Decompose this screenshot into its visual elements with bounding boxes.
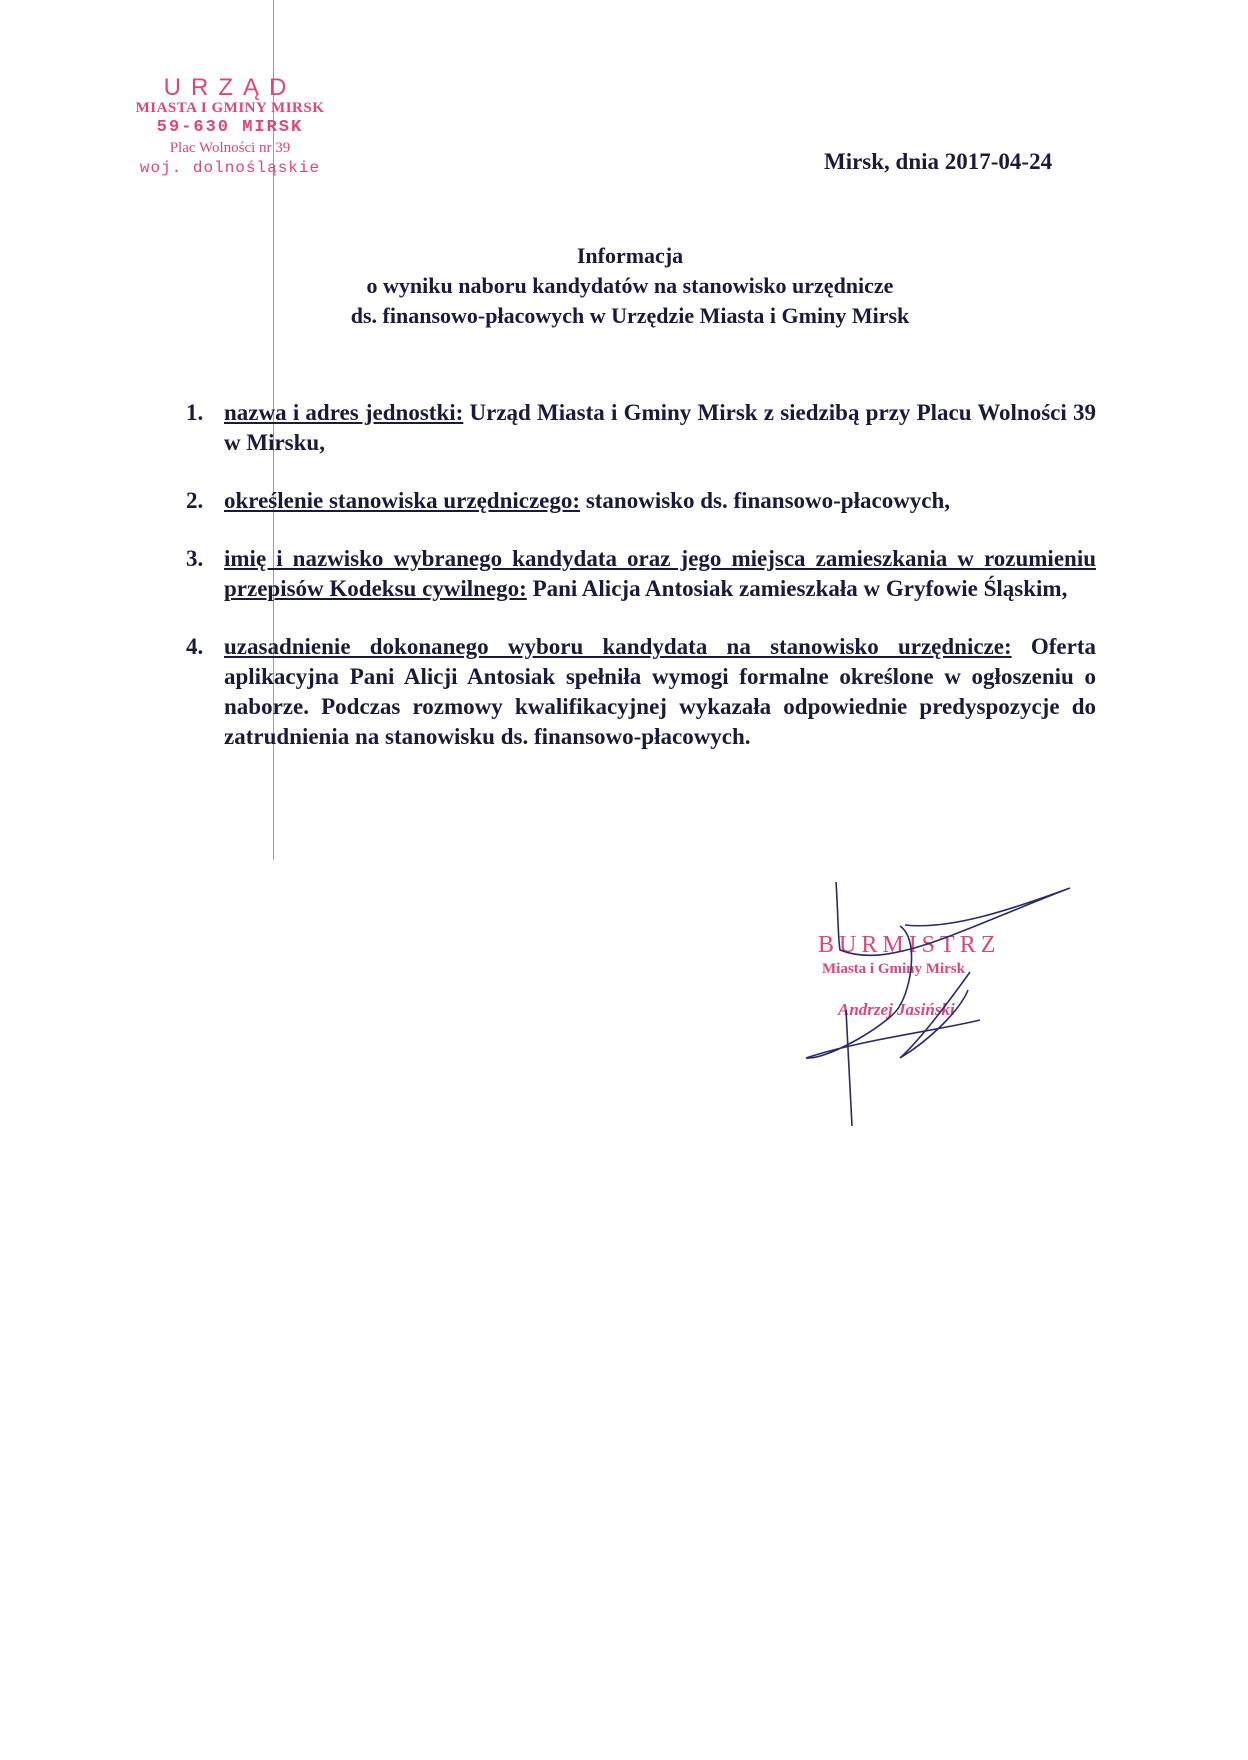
stamp-name: Andrzej Jasiński <box>838 1000 955 1019</box>
item-heading: określenie stanowiska urzędniczego: <box>224 488 581 513</box>
office-stamp <box>100 74 360 178</box>
list-item <box>186 632 1096 752</box>
item-number: 3. <box>186 546 204 571</box>
items-list <box>186 398 1096 780</box>
list-item <box>186 486 1096 516</box>
item-text: stanowisko ds. finansowo-płacowych, <box>585 488 951 513</box>
title-line: o wyniku naboru kandydatów na stanowisko urzędnicze <box>366 273 894 298</box>
handwritten-signature <box>800 870 1080 1140</box>
item-text: Urząd Miasta i Gminy Mirsk z siedzibą przy Placu Wolności 39 w Mirsku, <box>224 400 1096 455</box>
stamp-line: MIASTA I GMINY MIRSK <box>135 100 325 116</box>
stamp-line: woj. dolnośląskie <box>139 159 321 177</box>
item-heading: nazwa i adres jednostki: <box>224 400 464 425</box>
list-item <box>186 398 1096 458</box>
item-text: Oferta aplikacyjna Pani Alicji Antosiak spełniła wymogi formalne określone w ogłoszeniu o naborze. Podczas rozmowy kwalifikacyjnej wykazała odpowiednie predyspozycje do zatrudnienia na stanowisku ds. finansowo-płacowych. <box>224 634 1097 749</box>
document-title <box>270 241 990 331</box>
list-item <box>186 544 1096 604</box>
item-heading: imię i nazwisko wybranego kandydata oraz jego miejsca zamieszkania w rozumieniu przepisów Kodeksu cywilnego: <box>224 546 1096 601</box>
stamp-line: URZĄD <box>163 74 297 101</box>
stamp-title: BURMISTRZ <box>818 932 1001 958</box>
item-number: 1. <box>186 400 204 425</box>
stamp-line: Plac Wolności nr 39 <box>169 140 291 156</box>
item-number: 4. <box>186 634 204 659</box>
title-line: Informacja <box>576 243 684 268</box>
stamp-line: 59-630 MIRSK <box>156 118 304 137</box>
item-text: Pani Alicja Antosiak zamieszkała w Gryfowie Śląskim, <box>532 576 1068 601</box>
title-line: ds. finansowo-płacowych w Urzędzie Miasta i Gminy Mirsk <box>350 303 910 328</box>
item-number: 2. <box>186 488 204 513</box>
item-heading: uzasadnienie dokonanego wyboru kandydata na stanowisko urzędnicze: <box>224 634 1012 659</box>
date-line: Mirsk, dnia 2017-04-24 <box>824 149 1053 174</box>
stamp-subtitle: Miasta i Gminy Mirsk <box>822 961 965 977</box>
